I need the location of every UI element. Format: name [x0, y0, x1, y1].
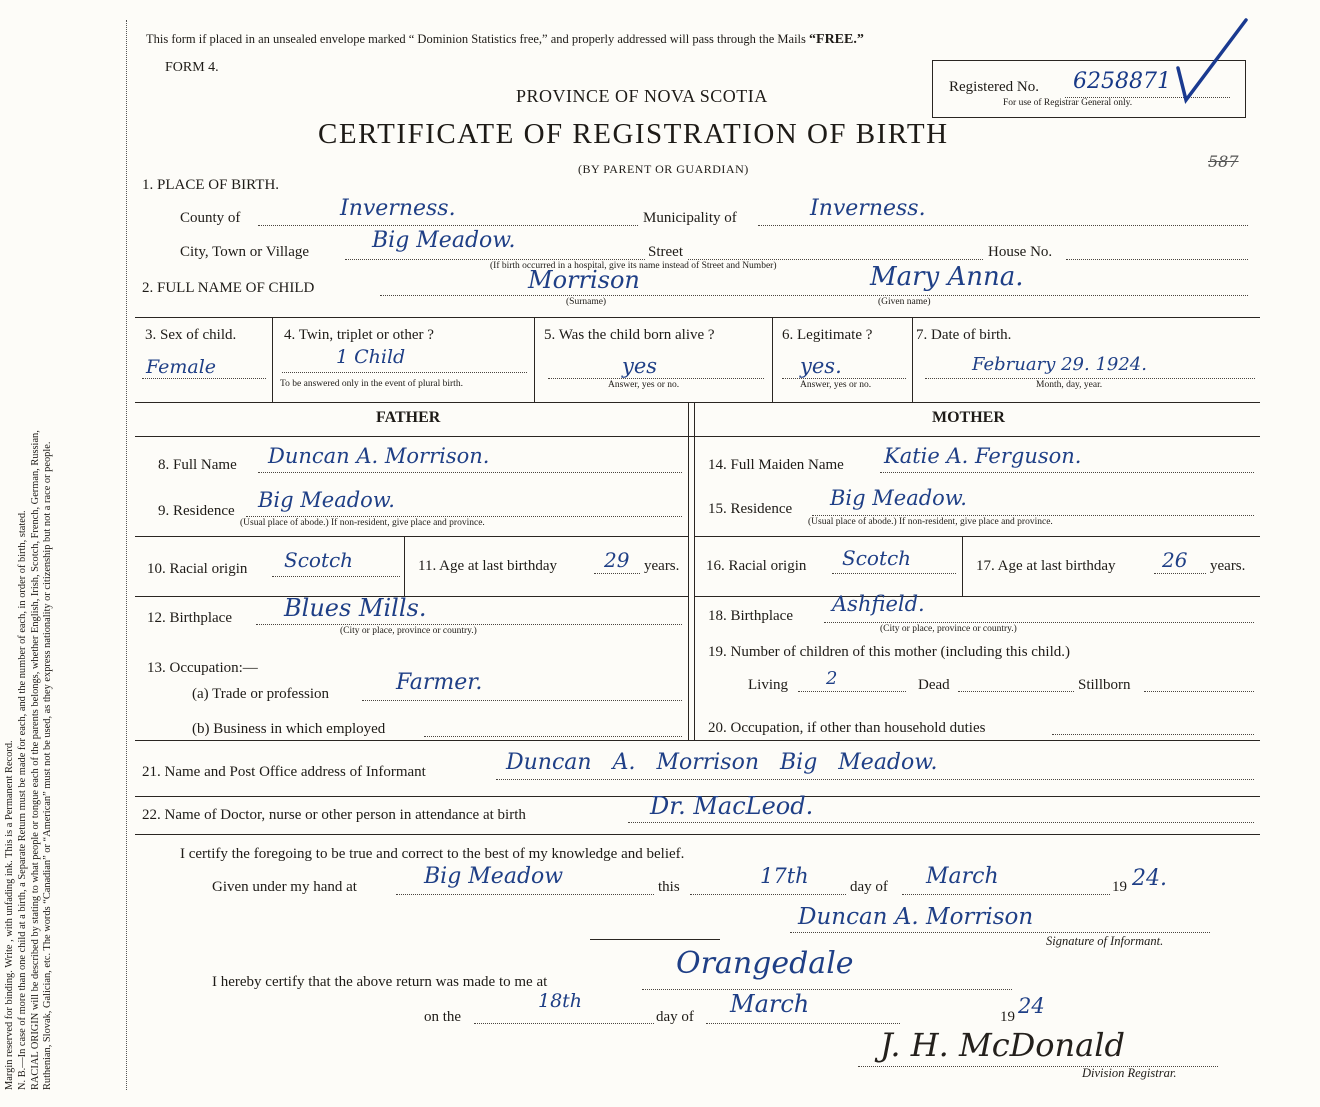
legitimate-value: yes.: [800, 354, 842, 378]
registrar-year-prefix: 19: [1000, 1009, 1015, 1025]
county-label: County of: [180, 210, 241, 226]
living-label: Living: [748, 677, 788, 693]
given-year-prefix: 19: [1112, 879, 1127, 895]
mother-occupation-label: 20. Occupation, if other than household duties: [708, 720, 986, 736]
father-residence-label: 9. Residence: [158, 503, 235, 519]
informant-value: Duncan A. Morrison Big Meadow.: [506, 750, 938, 775]
given-label: Given under my hand at: [212, 879, 357, 895]
mother-heading: MOTHER: [932, 409, 1005, 426]
doctor-label: 22. Name of Doctor, nurse or other person in attendance at birth: [142, 807, 526, 823]
father-racial-value: Scotch: [284, 548, 354, 572]
father-age-label: 11. Age at last birthday: [418, 558, 557, 574]
margin-note-4: Ruthenian, Slovak, Galician, etc. The words “Canadian” or “American” must not be used, as they express nationality or citizenship but not a race or people.: [42, 441, 54, 1090]
sex-value: Female: [146, 356, 217, 378]
child-surname: Morrison: [528, 266, 640, 294]
house-label: House No.: [988, 244, 1053, 260]
mother-residence-value: Big Meadow.: [830, 486, 967, 510]
registrar-signature-caption: Division Registrar.: [1082, 1066, 1177, 1080]
given-day-of-label: day of: [850, 879, 888, 895]
informant-signature-caption: Signature of Informant.: [1046, 934, 1164, 948]
trade-value: Farmer.: [396, 670, 483, 695]
mother-name-value: Katie A. Ferguson.: [884, 444, 1082, 468]
father-residence-note: (Usual place of abode.) If non-resident, give place and province.: [240, 518, 485, 528]
dob-label: 7. Date of birth.: [916, 327, 1012, 343]
father-birthplace-note: (City or place, province or country.): [340, 626, 477, 636]
municipality-value: Inverness.: [810, 196, 926, 221]
legitimate-note: Answer, yes or no.: [800, 380, 872, 390]
mail-notice: This form if placed in an unsealed envelope marked “ Dominion Statistics free,” and properly addressed will pass through the Mails “FREE.”: [146, 32, 864, 47]
alive-label: 5. Was the child born alive ?: [544, 327, 715, 343]
margin-number: 587: [1208, 152, 1239, 171]
street-label: Street: [648, 244, 683, 260]
registrar-month-value: March: [730, 990, 810, 1018]
father-occupation-label: 13. Occupation:—: [147, 660, 258, 676]
binding-margin-line: [126, 20, 127, 1090]
stillborn-label: Stillborn: [1078, 677, 1131, 693]
dob-value: February 29. 1924.: [972, 354, 1147, 375]
mother-age-unit: years.: [1210, 558, 1246, 574]
given-day-value: 17th: [760, 864, 809, 888]
father-heading: FATHER: [376, 409, 441, 426]
mother-age-value: 26: [1162, 548, 1188, 572]
municipality-label: Municipality of: [643, 210, 737, 226]
dead-label: Dead: [918, 677, 950, 693]
twin-note: To be answered only in the event of plural birth.: [280, 379, 463, 389]
registered-number: 6258871: [1073, 69, 1171, 94]
children-count-label: 19. Number of children of this mother (including this child.): [708, 644, 1071, 660]
mother-residence-label: 15. Residence: [708, 501, 793, 517]
mother-name-label: 14. Full Maiden Name: [708, 457, 844, 473]
surname-caption: (Surname): [566, 297, 607, 307]
mother-residence-note: (Usual place of abode.) If non-resident, give place and province.: [808, 517, 1053, 527]
father-age-value: 29: [604, 548, 630, 572]
trade-label: (a) Trade or profession: [192, 686, 330, 702]
legitimate-label: 6. Legitimate ?: [782, 327, 873, 343]
city-label: City, Town or Village: [180, 244, 310, 260]
registrar-note: For use of Registrar General only.: [1003, 98, 1133, 108]
father-birthplace-label: 12. Birthplace: [147, 610, 232, 626]
informant-signature: Duncan A. Morrison: [798, 904, 1034, 930]
father-name-label: 8. Full Name: [158, 457, 237, 473]
certify-statement: I certify the foregoing to be true and correct to the best of my knowledge and belief.: [180, 846, 685, 862]
alive-note: Answer, yes or no.: [608, 380, 680, 390]
registrar-on-the-label: on the: [424, 1009, 462, 1025]
business-label: (b) Business in which employed: [192, 721, 386, 737]
mother-birthplace-value: Ashfield.: [832, 592, 925, 616]
informant-label: 21. Name and Post Office address of Informant: [142, 764, 426, 780]
form-number: FORM 4.: [165, 60, 219, 75]
page-subtitle: (BY PARENT OR GUARDIAN): [578, 162, 749, 176]
father-racial-label: 10. Racial origin: [147, 561, 248, 577]
mother-racial-value: Scotch: [842, 546, 912, 570]
given-year-value: 24.: [1132, 866, 1167, 891]
given-month-value: March: [926, 864, 999, 889]
father-age-unit: years.: [644, 558, 680, 574]
child-given-name: Mary Anna.: [870, 262, 1024, 292]
margin-notes: [4, 20, 55, 1090]
county-value: Inverness.: [340, 196, 456, 221]
registrar-statement: I hereby certify that the above return was made to me at: [212, 974, 548, 990]
given-caption: (Given name): [878, 297, 931, 307]
registered-label: Registered No.: [949, 79, 1039, 95]
margin-note-3: RACIAL ORIGIN will be described by stating to what people or tongue each of the parents belongs, whether English, Irish, Scotch, French, German, Russian,: [29, 430, 41, 1090]
province-heading: PROVINCE OF NOVA SCOTIA: [516, 86, 768, 106]
sex-label: 3. Sex of child.: [145, 327, 237, 343]
alive-value: yes: [622, 354, 658, 378]
registrar-year-value: 24: [1018, 994, 1045, 1018]
father-name-value: Duncan A. Morrison.: [268, 444, 490, 468]
registrar-place-value: Orangedale: [676, 946, 854, 981]
dob-note: Month, day, year.: [1036, 380, 1103, 390]
given-place-value: Big Meadow: [424, 864, 564, 889]
living-value: 2: [826, 668, 838, 689]
registrar-day-of-label: day of: [656, 1009, 694, 1025]
registrar-day-value: 18th: [538, 990, 583, 1012]
margin-note-2: N. B.—In case of more than one child at a birth, a Separate Return must be made for each, and the number of each, in order of birth, stated.: [16, 510, 28, 1090]
registrar-signature: J. H. McDonald: [880, 1026, 1125, 1064]
mother-racial-label: 16. Racial origin: [706, 558, 807, 574]
father-residence-value: Big Meadow.: [258, 488, 395, 512]
page-title: CERTIFICATE OF REGISTRATION OF BIRTH: [318, 118, 949, 150]
mother-birthplace-note: (City or place, province or country.): [880, 624, 1017, 634]
this-label: this: [658, 879, 680, 895]
mother-birthplace-label: 18. Birthplace: [708, 608, 793, 624]
hospital-note: (If birth occurred in a hospital, give its name instead of Street and Number): [490, 261, 777, 271]
doctor-value: Dr. MacLeod.: [650, 792, 814, 820]
mother-age-label: 17. Age at last birthday: [976, 558, 1116, 574]
city-value: Big Meadow.: [372, 228, 516, 253]
place-of-birth-heading: 1. PLACE OF BIRTH.: [142, 177, 280, 193]
twin-value: 1 Child: [336, 346, 406, 368]
father-birthplace-value: Blues Mills.: [284, 594, 427, 622]
twin-label: 4. Twin, triplet or other ?: [284, 327, 434, 343]
check-mark-icon: [1172, 12, 1252, 122]
child-name-label: 2. FULL NAME OF CHILD: [142, 280, 315, 296]
margin-note-1: Margin reserved for binding. Write , with unfading ink. This is a Permanent Record.: [4, 740, 15, 1090]
